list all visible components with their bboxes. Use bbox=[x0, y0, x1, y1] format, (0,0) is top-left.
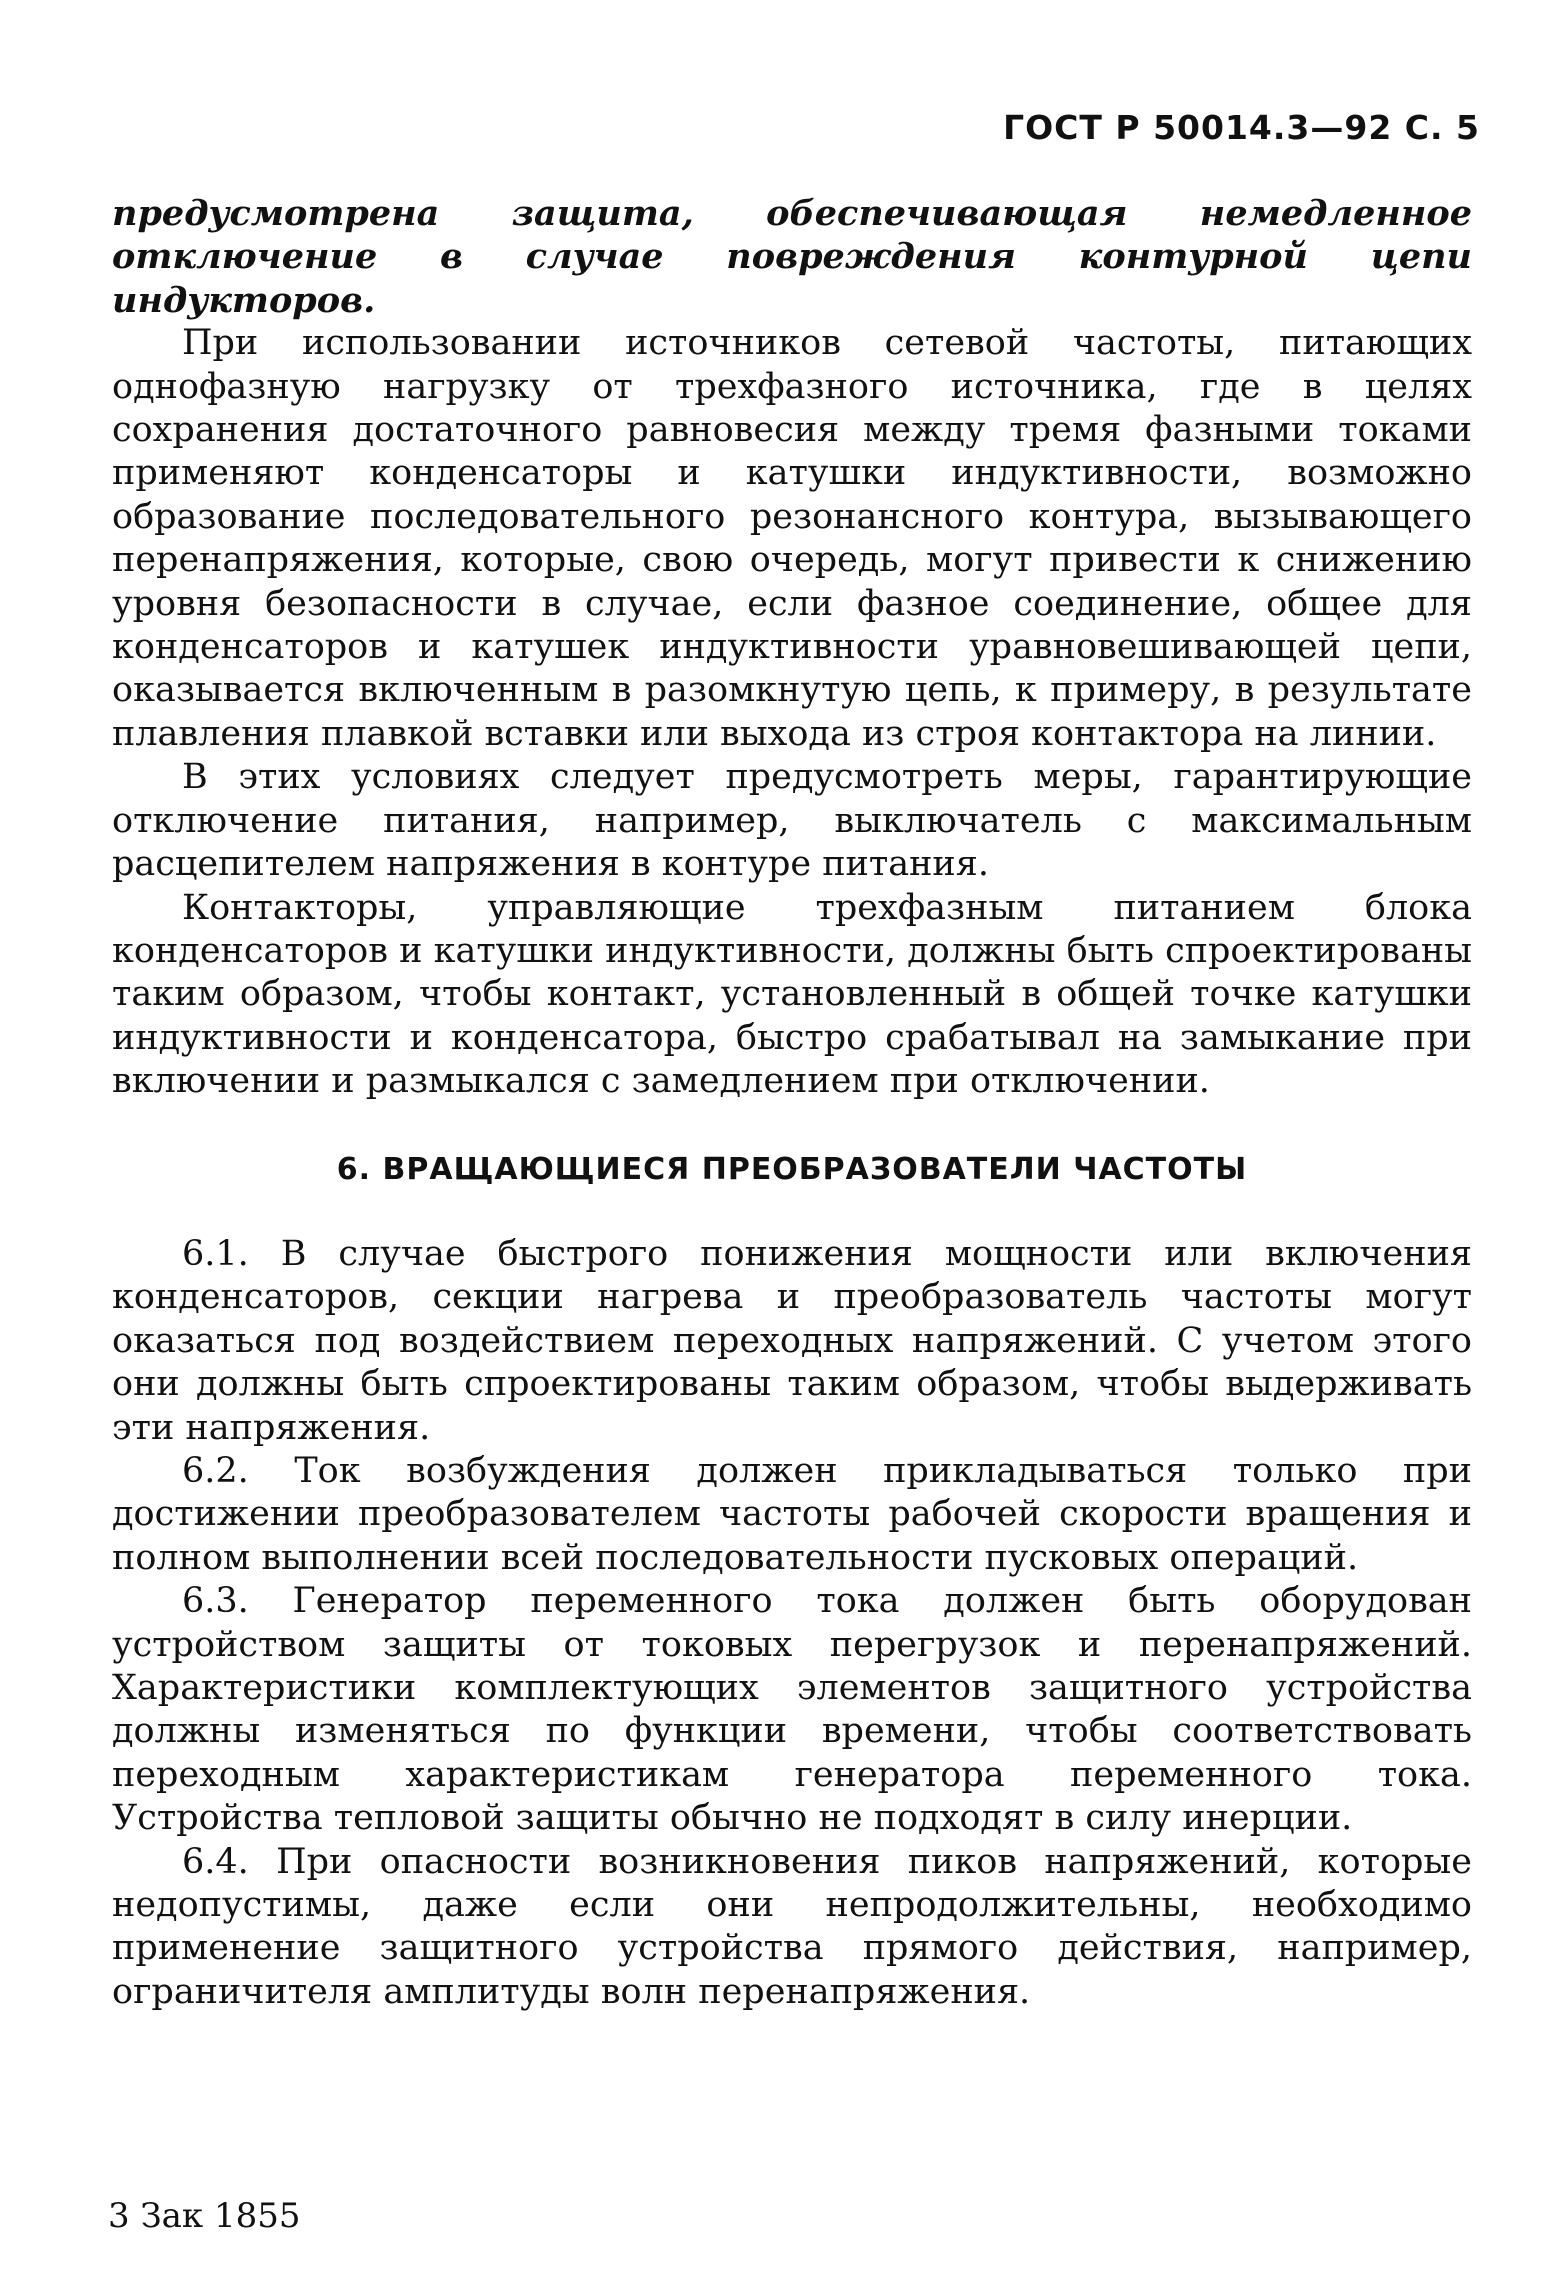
paragraph-conditions: В этих условиях следует предусмотреть меры, гарантирующие отключение питания, например, выключатель с максимальным расцепителем напряжения в контуре питания. bbox=[112, 757, 1472, 885]
intro-paragraph: предусмотрена защита, обеспечивающая немедленное отключение в случае повреждения контурной цепи индукторов. bbox=[112, 193, 1472, 321]
clause-6-4: 6.4. При опасности возникновения пиков напряжений, которые недопустимы, даже если они непродолжительны, необходимо применение защитного устройства прямого действия, например, ограничителя амплитуды волн перенапряжения. bbox=[112, 1841, 1472, 2012]
clause-6-3: 6.3. Генератор переменного тока должен быть оборудован устройством защиты от токовых перегрузок и перенапряжений. Характеристики комплектующих элементов защитного устройства должны изменяться по функции времени, чтобы соответствовать переходным характеристикам генератора переменного тока. Устройства тепловой защиты обычно не подходят в силу инерции. bbox=[112, 1581, 1472, 1839]
clause-6-2: 6.2. Ток возбуждения должен прикладываться только при достижении преобразователем частоты рабочей скорости вращения и полном выполнении всей последовательности пусковых операций. bbox=[112, 1450, 1472, 1578]
clause-6-1: 6.1. В случае быстрого понижения мощности или включения конденсаторов, секции нагрева и преобразователь частоты могут оказаться под воздействием переходных напряжений. С учетом этого они должны быть спроектированы таким образом, чтобы выдерживать эти напряжения. bbox=[112, 1233, 1472, 1448]
section-heading: 6. ВРАЩАЮЩИЕСЯ ПРЕОБРАЗОВАТЕЛИ ЧАСТОТЫ bbox=[336, 1151, 1248, 1187]
paragraph-contactors: Контакторы, управляющие трехфазным питанием блока конденсаторов и катушки индуктивности, должны быть спроектированы таким образом, чтобы контакт, установленный в общей точке катушки индуктивности и конденсатора, быстро срабатывал на замыкание при включении и размыкался с замедлением при отключении. bbox=[112, 887, 1472, 1102]
page-footer: 3 Зак 1855 bbox=[108, 2196, 301, 2236]
page-header: ГОСТ Р 50014.3—92 С. 5 bbox=[1003, 108, 1480, 147]
document-body bbox=[112, 192, 1472, 2014]
paragraph-resonance: При использовании источников сетевой частоты, питающих однофазную нагрузку от трехфазного источника, где в целях сохранения достаточного равновесия между тремя фазными токами применяют конденсаторы и катушки индуктивности, возможно образование последовательного резонансного контура, вызывающего перенапряжения, которые, свою очередь, могут привести к снижению уровня безопасности в случае, если фазное соединение, общее для конденсаторов и катушек индуктивности уравновешивающей цепи, оказывается включенным в разомкнутую цепь, к примеру, в результате плавления плавкой вставки или выхода из строя контактора на линии. bbox=[112, 323, 1472, 754]
